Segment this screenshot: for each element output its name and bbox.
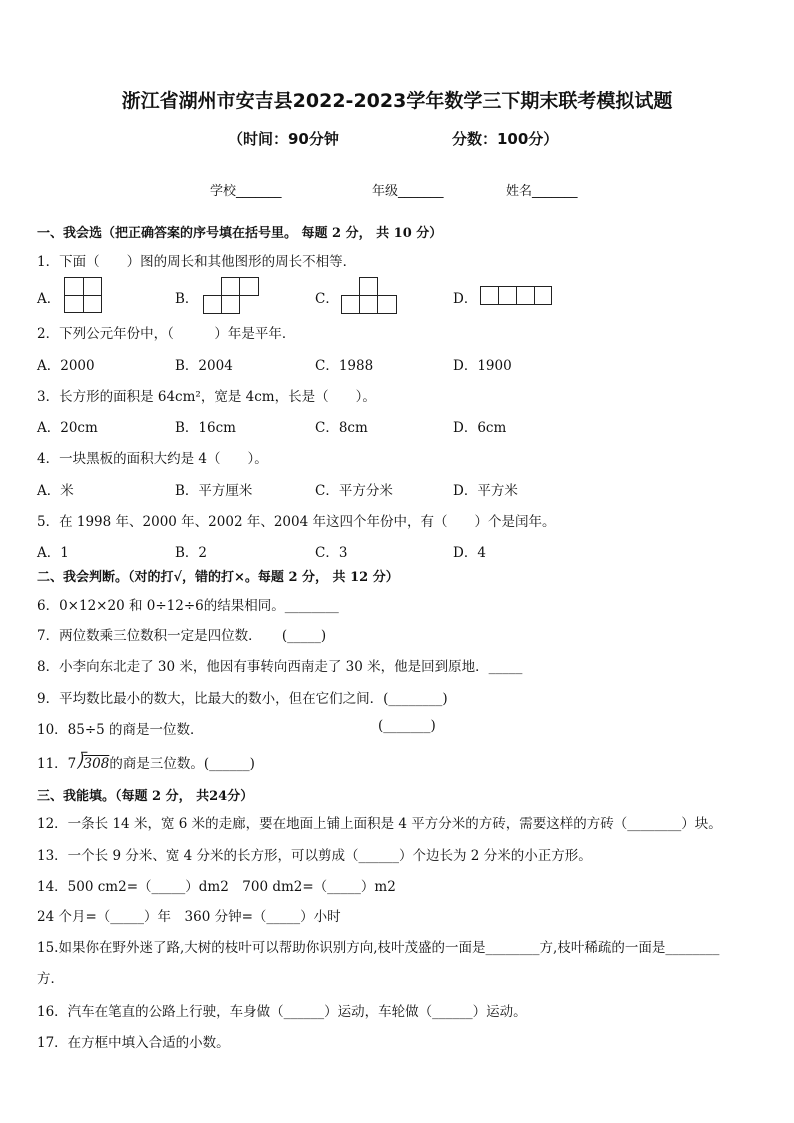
q2-option-a: A．2000 bbox=[37, 358, 95, 374]
q4-option-a: A．米 bbox=[37, 483, 74, 499]
exam-score: 分数：100分） bbox=[452, 130, 559, 148]
q5-option-c: C．3 bbox=[315, 545, 348, 561]
q2-option-c: C．1988 bbox=[315, 358, 374, 374]
q1-option-b: B． bbox=[175, 291, 199, 307]
question-3: 3．长方形的面积是 64cm²，宽是 4cm，长是（ ）。 bbox=[37, 389, 376, 405]
q5-option-d: D．4 bbox=[453, 545, 486, 561]
question-6: 6．0×12×20 和 0÷12÷6的结果相同。________ bbox=[37, 598, 339, 614]
q4-option-d: D．平方米 bbox=[453, 483, 518, 499]
grade-field: 年级_______ bbox=[372, 184, 444, 199]
q1-option-c: C． bbox=[315, 291, 339, 307]
q1-option-a: A． bbox=[37, 291, 61, 307]
q2-option-d: D．1900 bbox=[453, 358, 512, 374]
q4-option-c: C．平方分米 bbox=[315, 483, 393, 499]
question-11 bbox=[37, 752, 255, 773]
section-2-heading: 二、我会判断。（对的打√，错的打×。每题 2 分， 共 12 分） bbox=[37, 570, 399, 585]
question-16: 16．汽车在笔直的公路上行驶，车身做（______）运动，车轮做（______）运动。 bbox=[37, 1004, 527, 1020]
question-2: 2．下列公元年份中，（ ）年是平年． bbox=[37, 326, 296, 342]
q3-option-a: A．20cm bbox=[37, 420, 98, 436]
question-8: 8．小李向东北走了 30 米，他因有事转向西南走了 30 米，他是回到原地．_____ bbox=[37, 659, 523, 675]
q1-figure-d bbox=[480, 286, 552, 305]
question-15-line-1: 15.如果你在野外迷了路,大树的枝叶可以帮助你识别方向,枝叶茂盛的一面是________方,枝叶稀疏的一面是________ bbox=[37, 940, 720, 956]
q2-option-b: B．2004 bbox=[175, 358, 233, 374]
q3-option-d: D．6cm bbox=[453, 420, 507, 436]
q4-option-b: B．平方厘米 bbox=[175, 483, 253, 499]
name-field: 姓名_______ bbox=[506, 184, 578, 199]
question-5: 5．在 1998 年、2000 年、2002 年、2004 年这四个年份中，有（ ）个是闰年。 bbox=[37, 514, 556, 530]
q1-figure-a bbox=[64, 277, 102, 313]
question-4: 4．一块黑板的面积大约是 4（ ）。 bbox=[37, 451, 268, 467]
question-17: 17．在方框中填入合适的小数。 bbox=[37, 1035, 230, 1051]
q11-divisor: 11．7 bbox=[37, 756, 77, 772]
question-14-line-2: 24 个月=（_____）年 360 分钟=（_____）小时 bbox=[37, 909, 341, 925]
question-10-blank: (_______) bbox=[378, 718, 436, 734]
question-15-line-2: 方． bbox=[37, 971, 64, 987]
division-bracket-icon: ⟌ bbox=[76, 752, 84, 773]
question-14-line-1: 14．500 cm2=（_____）dm2 700 dm2=（_____）m2 bbox=[37, 879, 396, 895]
q3-option-b: B．16cm bbox=[175, 420, 236, 436]
school-field: 学校_______ bbox=[210, 184, 282, 199]
q5-option-b: B．2 bbox=[175, 545, 208, 561]
q11-text: 的商是三位数。(______) bbox=[109, 756, 255, 772]
q1-figure-c bbox=[341, 277, 397, 314]
section-3-heading: 三、我能填。（每题 2 分， 共24分） bbox=[37, 789, 254, 804]
question-1: 1．下面（ ）图的周长和其他图形的周长不相等． bbox=[37, 254, 357, 270]
q5-option-a: A．1 bbox=[37, 545, 69, 561]
question-13: 13．一个长 9 分米、宽 4 分米的长方形，可以剪成（______）个边长为 2 分米的小正方形。 bbox=[37, 848, 592, 864]
q1-option-d: D． bbox=[453, 291, 478, 307]
question-10: 10．85÷5 的商是一位数． bbox=[37, 722, 204, 738]
question-9: 9．平均数比最小的数大，比最大的数小，但在它们之间．(________) bbox=[37, 691, 448, 707]
section-1-heading: 一、我会选（把正确答案的序号填在括号里。 每题 2 分， 共 10 分） bbox=[37, 226, 443, 241]
q3-option-c: C．8cm bbox=[315, 420, 368, 436]
exam-time: （时间：90分钟 bbox=[228, 130, 339, 148]
question-7: 7．两位数乘三位数积一定是四位数． (_____) bbox=[37, 628, 327, 644]
page-title: 浙江省湖州市安吉县2022-2023学年数学三下期末联考模拟试题 bbox=[121, 90, 673, 112]
q1-figure-b bbox=[203, 277, 259, 314]
q11-dividend: 308 bbox=[83, 756, 110, 772]
question-12: 12．一条长 14 米，宽 6 米的走廊，要在地面上铺上面积是 4 平方分米的方砖，需要这样的方砖（________）块。 bbox=[37, 816, 722, 832]
